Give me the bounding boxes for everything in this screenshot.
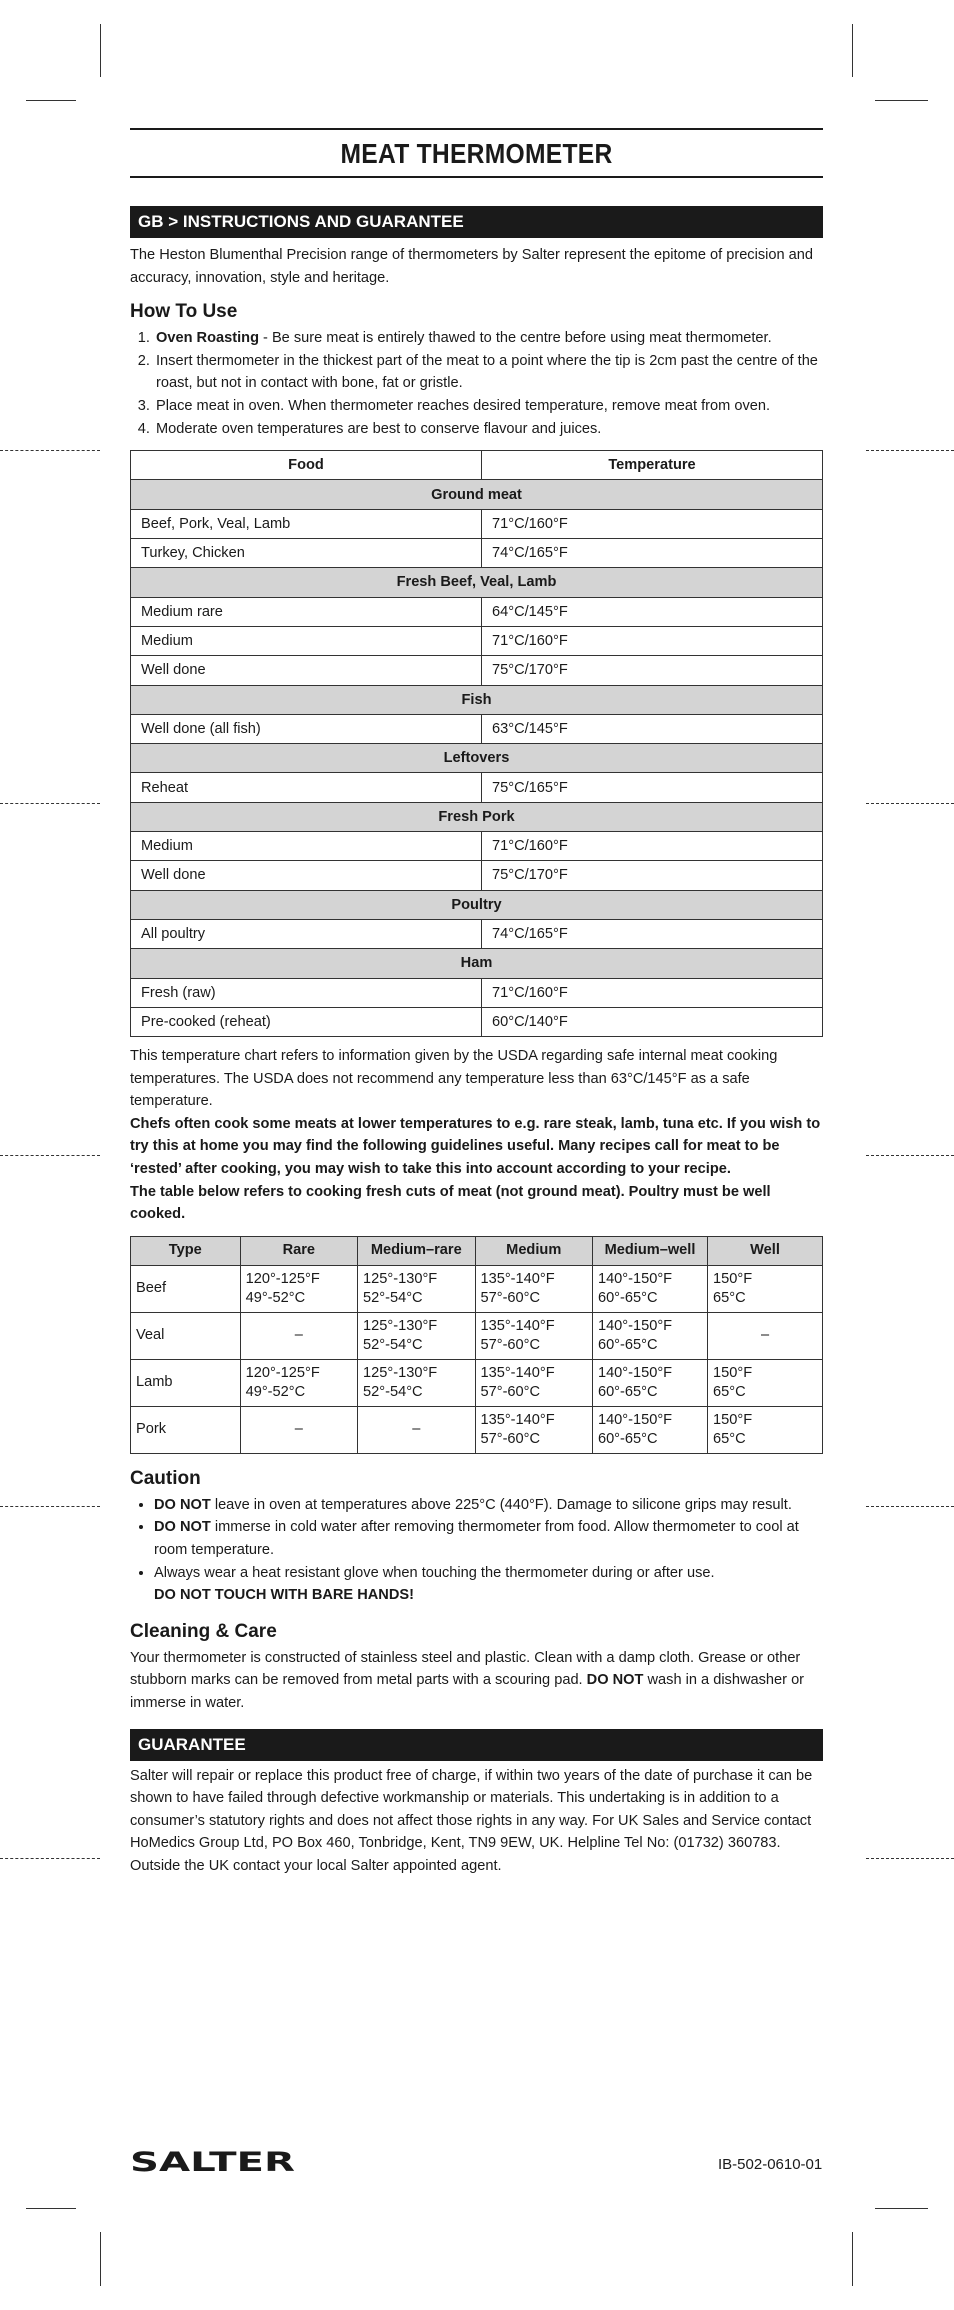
cuts-table bbox=[130, 1236, 823, 1454]
step-text: Place meat in oven. When thermometer reaches desired temperature, remove meat from oven. bbox=[156, 397, 771, 414]
fold-mark bbox=[866, 803, 954, 804]
salter-logo bbox=[130, 2146, 295, 2174]
meat-type-cell: Veal bbox=[131, 1312, 241, 1359]
table-group-label: Fresh Beef, Veal, Lamb bbox=[131, 568, 823, 597]
table-row bbox=[131, 1406, 823, 1453]
step-text: Insert thermometer in the thickest part of the meat to a point where the tip is 2cm past the centre of the roast, but not in contact with bone, fat or gristle. bbox=[156, 352, 818, 392]
table-group-row bbox=[131, 744, 823, 773]
cuts-note: The table below refers to cooking fresh cuts of meat (not ground meat). Poultry must be well cooked. bbox=[130, 1183, 771, 1223]
caution-heading: Caution bbox=[130, 1467, 201, 1489]
food-cell: Well done bbox=[131, 656, 482, 685]
table-group-row bbox=[131, 949, 823, 978]
doneness-cell: 125°-130°F 52°-54°C bbox=[358, 1265, 475, 1312]
meat-type-cell: Beef bbox=[131, 1265, 241, 1312]
doneness-cell: 150°F 65°C bbox=[708, 1359, 823, 1406]
temperature-cell: 75°C/170°F bbox=[482, 861, 823, 890]
doneness-cell: 140°-150°F 60°-65°C bbox=[592, 1359, 707, 1406]
table-row bbox=[131, 861, 823, 890]
meat-type-cell: Lamb bbox=[131, 1359, 241, 1406]
table-row bbox=[131, 1359, 823, 1406]
doneness-cell: 125°-130°F 52°-54°C bbox=[358, 1312, 475, 1359]
table-group-label: Leftovers bbox=[131, 744, 823, 773]
step-text: - Be sure meat is entirely thawed to the centre before using meat thermometer. bbox=[258, 330, 772, 347]
crop-mark bbox=[100, 24, 101, 77]
table-row bbox=[131, 1007, 823, 1036]
food-cell: Medium bbox=[131, 626, 482, 655]
fold-mark bbox=[866, 1506, 954, 1507]
temperature-cell: 71°C/160°F bbox=[482, 978, 823, 1007]
fold-mark bbox=[0, 450, 100, 451]
fold-mark bbox=[866, 450, 954, 451]
temperature-table-header bbox=[131, 451, 823, 480]
caution-bold: DO NOT bbox=[154, 1496, 211, 1513]
food-cell: Medium bbox=[131, 832, 482, 861]
fold-mark bbox=[0, 1858, 100, 1859]
step-bold: Oven Roasting bbox=[156, 330, 259, 347]
fold-mark bbox=[0, 1155, 100, 1156]
doneness-cell: 135°-140°F 57°-60°C bbox=[475, 1312, 592, 1359]
table-row bbox=[131, 656, 823, 685]
caution-warning: DO NOT TOUCH WITH BARE HANDS! bbox=[154, 1587, 414, 1604]
table-row bbox=[131, 832, 823, 861]
table-header-cell: Temperature bbox=[482, 451, 823, 480]
doneness-cell: 140°-150°F 60°-65°C bbox=[592, 1406, 707, 1453]
fold-mark bbox=[0, 803, 100, 804]
caution-item bbox=[154, 1494, 823, 1517]
meat-type-cell: Pork bbox=[131, 1406, 241, 1453]
crop-mark bbox=[852, 24, 853, 77]
crop-mark bbox=[875, 100, 928, 101]
table-group-label: Fresh Pork bbox=[131, 802, 823, 831]
salter-logo-text: SALTER bbox=[130, 2147, 295, 2174]
temperature-cell: 60°C/140°F bbox=[482, 1007, 823, 1036]
step-item bbox=[154, 350, 823, 395]
caution-text: leave in oven at temperatures above 225°C (440°F). Damage to silicone grips may result. bbox=[210, 1496, 792, 1513]
caution-item bbox=[154, 1562, 823, 1607]
table-row bbox=[131, 1265, 823, 1312]
temperature-cell: 71°C/160°F bbox=[482, 509, 823, 538]
food-cell: Well done (all fish) bbox=[131, 714, 482, 743]
table-group-label: Ham bbox=[131, 949, 823, 978]
temperature-cell: 71°C/160°F bbox=[482, 626, 823, 655]
table-row bbox=[131, 714, 823, 743]
fold-mark bbox=[866, 1155, 954, 1156]
temperature-cell: 74°C/165°F bbox=[482, 539, 823, 568]
food-cell: Pre-cooked (reheat) bbox=[131, 1007, 482, 1036]
table-group-row bbox=[131, 685, 823, 714]
table-group-label: Ground meat bbox=[131, 480, 823, 509]
doneness-cell: – bbox=[358, 1406, 475, 1453]
cleaning-paragraph bbox=[130, 1647, 823, 1715]
caution-bold: DO NOT bbox=[154, 1519, 211, 1536]
doneness-cell: 140°-150°F 60°-65°C bbox=[592, 1265, 707, 1312]
table-group-label: Poultry bbox=[131, 890, 823, 919]
intro-paragraph: The Heston Blumenthal Precision range of thermometers by Salter represent the epitome of precision and accuracy, innovation, style and heritage. bbox=[130, 247, 814, 286]
caution-text: immerse in cold water after removing thermometer from food. Allow thermometer to cool at room temperature. bbox=[154, 1519, 799, 1559]
crop-mark bbox=[100, 2232, 101, 2286]
document-body bbox=[130, 128, 823, 1878]
doneness-cell: 150°F 65°C bbox=[708, 1406, 823, 1453]
food-cell: Turkey, Chicken bbox=[131, 539, 482, 568]
table-row bbox=[131, 626, 823, 655]
cuts-table-header bbox=[131, 1236, 823, 1265]
table-header-cell: Medium–well bbox=[592, 1236, 707, 1265]
doneness-cell: 125°-130°F 52°-54°C bbox=[358, 1359, 475, 1406]
table-row bbox=[131, 919, 823, 948]
table-header-cell: Type bbox=[131, 1236, 241, 1265]
step-item bbox=[154, 418, 823, 441]
section-heading-instructions: GB > INSTRUCTIONS AND GUARANTEE bbox=[130, 206, 823, 238]
table-header-cell: Medium bbox=[475, 1236, 592, 1265]
page-title: MEAT THERMOMETER bbox=[340, 138, 613, 169]
food-cell: Reheat bbox=[131, 773, 482, 802]
doneness-cell: – bbox=[708, 1312, 823, 1359]
table-group-row bbox=[131, 480, 823, 509]
usda-note: This temperature chart refers to information given by the USDA regarding safe internal meat cooking temperatures. The USDA does not recommend any temperature less than 63°C/145°F as a safe temperature. bbox=[130, 1048, 778, 1110]
table-group-label: Fish bbox=[131, 685, 823, 714]
food-cell: Beef, Pork, Veal, Lamb bbox=[131, 509, 482, 538]
guarantee-paragraph: Salter will repair or replace this product free of charge, if within two years of the date of purchase it can be shown to have failed through defective workmanship or materials. This undertaking is in addition to a consumer’s statutory rights and does not affect those rights in any way. For UK Sales and Service contact HoMedics Group Ltd, PO Box 460, Tonbridge, Kent, TN9 9EW, UK. Helpline Tel No: (01732) 360783. Outside the UK contact your local Salter appointed agent. bbox=[130, 1767, 813, 1874]
food-cell: Well done bbox=[131, 861, 482, 890]
table-header-cell: Medium–rare bbox=[358, 1236, 475, 1265]
crop-mark bbox=[875, 2208, 928, 2209]
caution-text: Always wear a heat resistant glove when touching the thermometer during or after use. bbox=[154, 1564, 715, 1581]
caution-item bbox=[154, 1516, 823, 1561]
doneness-cell: 135°-140°F 57°-60°C bbox=[475, 1359, 592, 1406]
step-item bbox=[154, 395, 823, 418]
guarantee-heading: GUARANTEE bbox=[130, 1729, 823, 1761]
cleaning-heading: Cleaning & Care bbox=[130, 1620, 277, 1642]
table-header-cell: Rare bbox=[240, 1236, 357, 1265]
document-code: IB-502-0610-01 bbox=[718, 2156, 823, 2173]
crop-mark bbox=[26, 100, 76, 101]
step-item bbox=[154, 327, 823, 350]
doneness-cell: – bbox=[240, 1312, 357, 1359]
temperature-table bbox=[130, 450, 823, 1037]
table-header-cell: Well bbox=[708, 1236, 823, 1265]
crop-mark bbox=[26, 2208, 76, 2209]
table-group-row bbox=[131, 568, 823, 597]
doneness-cell: 120°-125°F 49°-52°C bbox=[240, 1359, 357, 1406]
temperature-cell: 74°C/165°F bbox=[482, 919, 823, 948]
doneness-cell: – bbox=[240, 1406, 357, 1453]
chefs-note: Chefs often cook some meats at lower temperatures to e.g. rare steak, lamb, tuna etc. If you wish to try this at home you may find the following guidelines useful. Many recipes call for meat to be ‘rested’ after cooking, you may wish to take this into account according to your recipe. bbox=[130, 1115, 821, 1178]
table-group-row bbox=[131, 802, 823, 831]
doneness-cell: 120°-125°F 49°-52°C bbox=[240, 1265, 357, 1312]
caution-list bbox=[130, 1494, 823, 1607]
fold-mark bbox=[0, 1506, 100, 1507]
food-cell: Medium rare bbox=[131, 597, 482, 626]
table-row bbox=[131, 597, 823, 626]
doneness-cell: 150°F 65°C bbox=[708, 1265, 823, 1312]
food-cell: Fresh (raw) bbox=[131, 978, 482, 1007]
title-rule-bottom bbox=[130, 176, 823, 178]
temperature-cell: 63°C/145°F bbox=[482, 714, 823, 743]
doneness-cell: 135°-140°F 57°-60°C bbox=[475, 1406, 592, 1453]
temperature-cell: 64°C/145°F bbox=[482, 597, 823, 626]
fold-mark bbox=[866, 1858, 954, 1859]
crop-mark bbox=[852, 2232, 853, 2286]
cleaning-bold: DO NOT bbox=[586, 1672, 644, 1689]
temperature-cell: 75°C/165°F bbox=[482, 773, 823, 802]
step-text: Moderate oven temperatures are best to conserve flavour and juices. bbox=[156, 420, 602, 437]
doneness-cell: 135°-140°F 57°-60°C bbox=[475, 1265, 592, 1312]
table-row bbox=[131, 509, 823, 538]
temperature-cell: 71°C/160°F bbox=[482, 832, 823, 861]
table-header-cell: Food bbox=[131, 451, 482, 480]
temperature-cell: 75°C/170°F bbox=[482, 656, 823, 685]
table-row bbox=[131, 539, 823, 568]
table-row bbox=[131, 978, 823, 1007]
how-to-use-heading: How To Use bbox=[130, 301, 238, 323]
table-row bbox=[131, 773, 823, 802]
how-to-use-steps bbox=[130, 327, 823, 440]
doneness-cell: 140°-150°F 60°-65°C bbox=[592, 1312, 707, 1359]
table-group-row bbox=[131, 890, 823, 919]
cleaning-text-end: wash in a dishwasher or immerse in water. bbox=[130, 1672, 805, 1711]
food-cell: All poultry bbox=[131, 919, 482, 948]
table-row bbox=[131, 1312, 823, 1359]
cleaning-text: Your thermometer is constructed of stainless steel and plastic. Clean with a damp cloth. Grease or other stubborn marks can be removed from metal parts with a scouring pad. bbox=[130, 1649, 801, 1689]
